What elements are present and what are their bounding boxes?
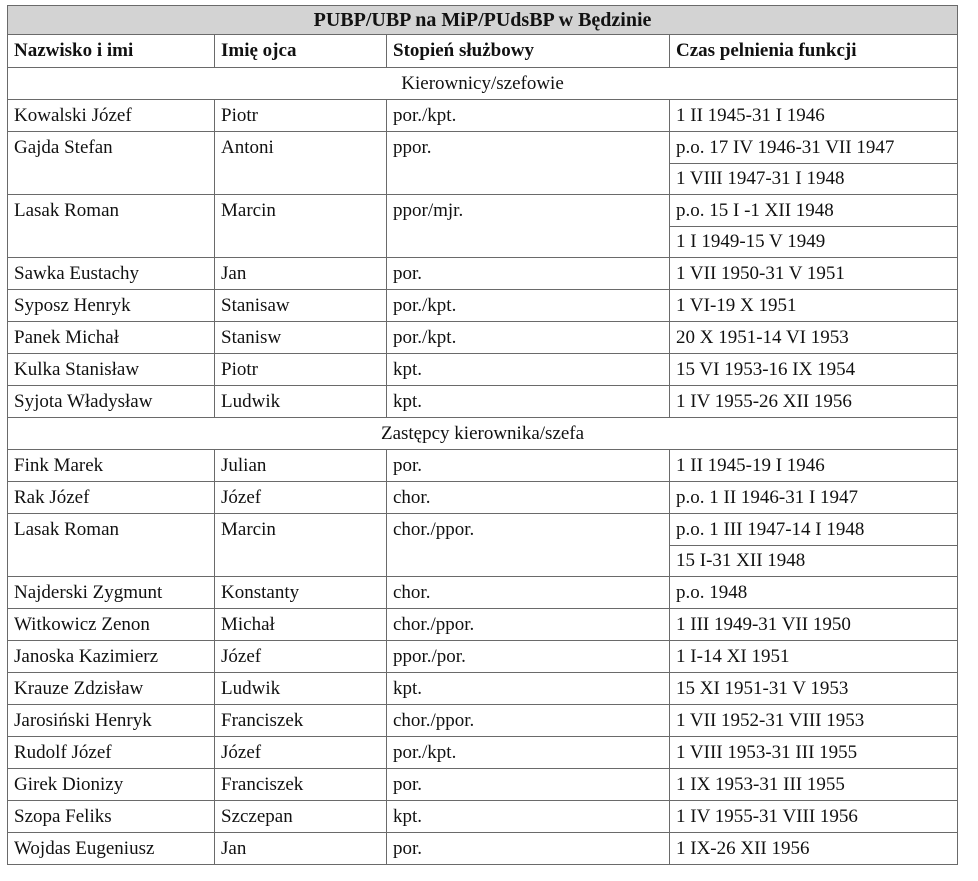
cell-period: 1 VIII 1947-31 I 1948 [670,164,958,195]
cell-period: 1 IV 1955-31 VIII 1956 [670,801,958,833]
cell-father-name: Julian [215,450,387,482]
cell-rank: por. [387,258,670,290]
cell-rank: ppor./por. [387,641,670,673]
cell-father-name: Ludwik [215,386,387,418]
cell-name: Lasak Roman [8,195,215,258]
table-row [8,705,958,737]
cell-father-name: Jan [215,833,387,865]
cell-rank: por./kpt. [387,100,670,132]
cell-name: Kowalski Józef [8,100,215,132]
cell-name: Jarosiński Henryk [8,705,215,737]
section-heading: Kierownicy/szefowie [8,68,958,100]
table-row [8,386,958,418]
cell-period: 1 I 1949-15 V 1949 [670,227,958,258]
table-row [8,450,958,482]
cell-name: Najderski Zygmunt [8,577,215,609]
table-row [8,673,958,705]
column-header-rank: Stopień służbowy [387,35,670,68]
cell-father-name: Józef [215,482,387,514]
cell-period: 20 X 1951-14 VI 1953 [670,322,958,354]
cell-period: 1 VII 1952-31 VIII 1953 [670,705,958,737]
cell-father-name: Piotr [215,354,387,386]
document-table-wrapper [7,5,958,865]
cell-rank: ppor. [387,132,670,195]
cell-rank: por./kpt. [387,737,670,769]
cell-father-name: Ludwik [215,673,387,705]
column-header-name: Nazwisko i imi [8,35,215,68]
table-row [8,482,958,514]
cell-period: p.o. 1948 [670,577,958,609]
cell-name: Rudolf Józef [8,737,215,769]
table-row [8,801,958,833]
cell-rank: kpt. [387,386,670,418]
cell-father-name: Antoni [215,132,387,195]
cell-name: Lasak Roman [8,514,215,577]
table-row [8,737,958,769]
cell-name: Fink Marek [8,450,215,482]
cell-rank: por. [387,450,670,482]
cell-name: Krauze Zdzisław [8,673,215,705]
cell-name: Szopa Feliks [8,801,215,833]
cell-name: Rak Józef [8,482,215,514]
table-body [8,68,958,865]
cell-father-name: Jan [215,258,387,290]
cell-name: Gajda Stefan [8,132,215,195]
title-row [8,6,958,35]
table-row [8,290,958,322]
table-row [8,132,958,164]
table-row [8,833,958,865]
cell-rank: por. [387,769,670,801]
cell-father-name: Marcin [215,195,387,258]
cell-period: 1 IV 1955-26 XII 1956 [670,386,958,418]
column-header-period: Czas pelnienia funkcji [670,35,958,68]
table-row [8,577,958,609]
table-row [8,195,958,227]
cell-rank: kpt. [387,801,670,833]
cell-rank: kpt. [387,673,670,705]
cell-name: Girek Dionizy [8,769,215,801]
cell-father-name: Stanisw [215,322,387,354]
table-row [8,641,958,673]
cell-rank: chor./ppor. [387,514,670,577]
cell-period: 15 VI 1953-16 IX 1954 [670,354,958,386]
cell-rank: kpt. [387,354,670,386]
cell-period: p.o. 15 I -1 XII 1948 [670,195,958,227]
section-header-row [8,418,958,450]
cell-period: 1 VIII 1953-31 III 1955 [670,737,958,769]
cell-period: 15 XI 1951-31 V 1953 [670,673,958,705]
cell-rank: chor. [387,577,670,609]
cell-period: p.o. 17 IV 1946-31 VII 1947 [670,132,958,164]
cell-period: 1 VI-19 X 1951 [670,290,958,322]
cell-period: 1 I-14 XI 1951 [670,641,958,673]
cell-father-name: Franciszek [215,705,387,737]
cell-period: p.o. 1 III 1947-14 I 1948 [670,514,958,546]
cell-name: Janoska Kazimierz [8,641,215,673]
cell-rank: por./kpt. [387,290,670,322]
table-row [8,322,958,354]
cell-rank: ppor/mjr. [387,195,670,258]
table-row [8,354,958,386]
table-row [8,258,958,290]
table-row [8,100,958,132]
cell-period: p.o. 1 II 1946-31 I 1947 [670,482,958,514]
section-heading: Zastępcy kierownika/szefa [8,418,958,450]
cell-father-name: Marcin [215,514,387,577]
cell-father-name: Michał [215,609,387,641]
cell-period: 1 III 1949-31 VII 1950 [670,609,958,641]
cell-father-name: Stanisaw [215,290,387,322]
officials-table [7,5,958,865]
cell-name: Syposz Henryk [8,290,215,322]
section-header-row [8,68,958,100]
cell-name: Kulka Stanisław [8,354,215,386]
cell-period: 1 IX-26 XII 1956 [670,833,958,865]
table-row [8,769,958,801]
cell-rank: por. [387,833,670,865]
cell-rank: chor./ppor. [387,609,670,641]
cell-father-name: Piotr [215,100,387,132]
cell-father-name: Józef [215,641,387,673]
table-row [8,514,958,546]
cell-rank: chor./ppor. [387,705,670,737]
cell-period: 15 I-31 XII 1948 [670,546,958,577]
cell-name: Wojdas Eugeniusz [8,833,215,865]
cell-period: 1 IX 1953-31 III 1955 [670,769,958,801]
cell-name: Syjota Władysław [8,386,215,418]
cell-period: 1 VII 1950-31 V 1951 [670,258,958,290]
cell-name: Sawka Eustachy [8,258,215,290]
table-row [8,609,958,641]
cell-father-name: Franciszek [215,769,387,801]
column-header-row [8,35,958,68]
cell-father-name: Konstanty [215,577,387,609]
cell-rank: chor. [387,482,670,514]
cell-name: Witkowicz Zenon [8,609,215,641]
table-title: PUBP/UBP na MiP/PUdsBP w Będzinie [8,6,958,35]
cell-name: Panek Michał [8,322,215,354]
cell-period: 1 II 1945-19 I 1946 [670,450,958,482]
cell-father-name: Szczepan [215,801,387,833]
cell-period: 1 II 1945-31 I 1946 [670,100,958,132]
cell-father-name: Józef [215,737,387,769]
column-header-father: Imię ojca [215,35,387,68]
cell-rank: por./kpt. [387,322,670,354]
